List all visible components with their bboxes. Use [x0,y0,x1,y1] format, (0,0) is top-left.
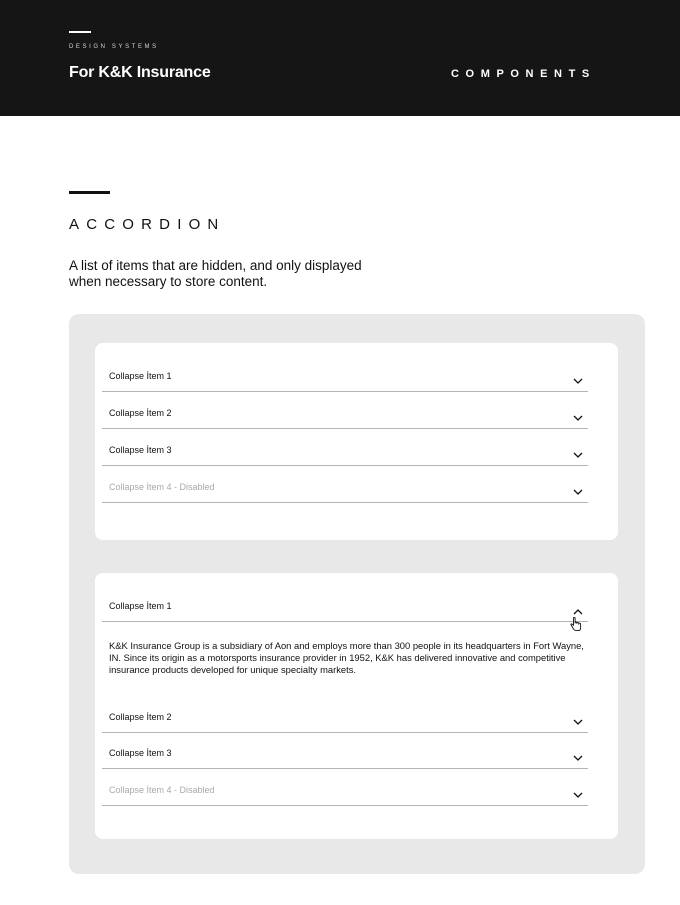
brand-title: For K&K Insurance [69,64,211,81]
section-description: A list of items that are hidden, and only displayed when necessary to store content. [69,258,362,289]
accordion-expanded [95,573,618,839]
accordion-item-label: Collapse İtem 3 [109,748,172,758]
header-accent-dash [69,31,91,33]
accordion-item-3[interactable] [102,429,588,466]
accordion-item-label: Collapse İtem 1 [109,601,172,611]
chevron-down-icon [572,488,584,496]
accordion-item-1[interactable] [102,363,588,392]
accordion-item-label: Collapse İtem 2 [109,712,172,722]
accordion-item-label: Collapse İtem 3 [109,445,172,455]
accordion-item-label: Collapse İtem 4 - Disabled [109,785,215,795]
section-title: ACCORDION [69,216,226,233]
accordion-item-2[interactable] [102,696,588,733]
accordion-item-label: Collapse İtem 2 [109,408,172,418]
nav-components-link[interactable]: COMPONENTS [451,68,596,80]
accordion-item-4-disabled [102,466,588,503]
accordion-collapsed [95,343,618,540]
accordion-item-label: Collapse İtem 4 - Disabled [109,482,215,492]
chevron-down-icon [572,791,584,799]
chevron-down-icon[interactable] [572,451,584,459]
accordion-item-3[interactable] [102,733,588,769]
chevron-down-icon[interactable] [572,718,584,726]
accordion-item-1[interactable] [102,591,588,622]
chevron-up-icon[interactable] [572,608,584,616]
chevron-down-icon[interactable] [572,754,584,762]
chevron-down-icon[interactable] [572,377,584,385]
accordion-item-label: Collapse İtem 1 [109,371,172,381]
page-header [0,0,680,116]
section-accent-rule [69,191,110,194]
accordion-panel-content: K&K Insurance Group is a subsidiary of Aon and employs more than 300 people in its headquarters in Fort Wayne, IN. Since its origin as a motorsports insurance provider in 1952, K&K has delivered innovative and competitive insurance products developed for unique specialty markets. [109,640,584,675]
chevron-down-icon[interactable] [572,414,584,422]
accordion-item-2[interactable] [102,392,588,429]
demo-stage [69,314,645,874]
accordion-item-4-disabled [102,769,588,806]
header-eyebrow: DESIGN SYSTEMS [69,44,159,50]
hand-cursor-icon [570,617,582,632]
